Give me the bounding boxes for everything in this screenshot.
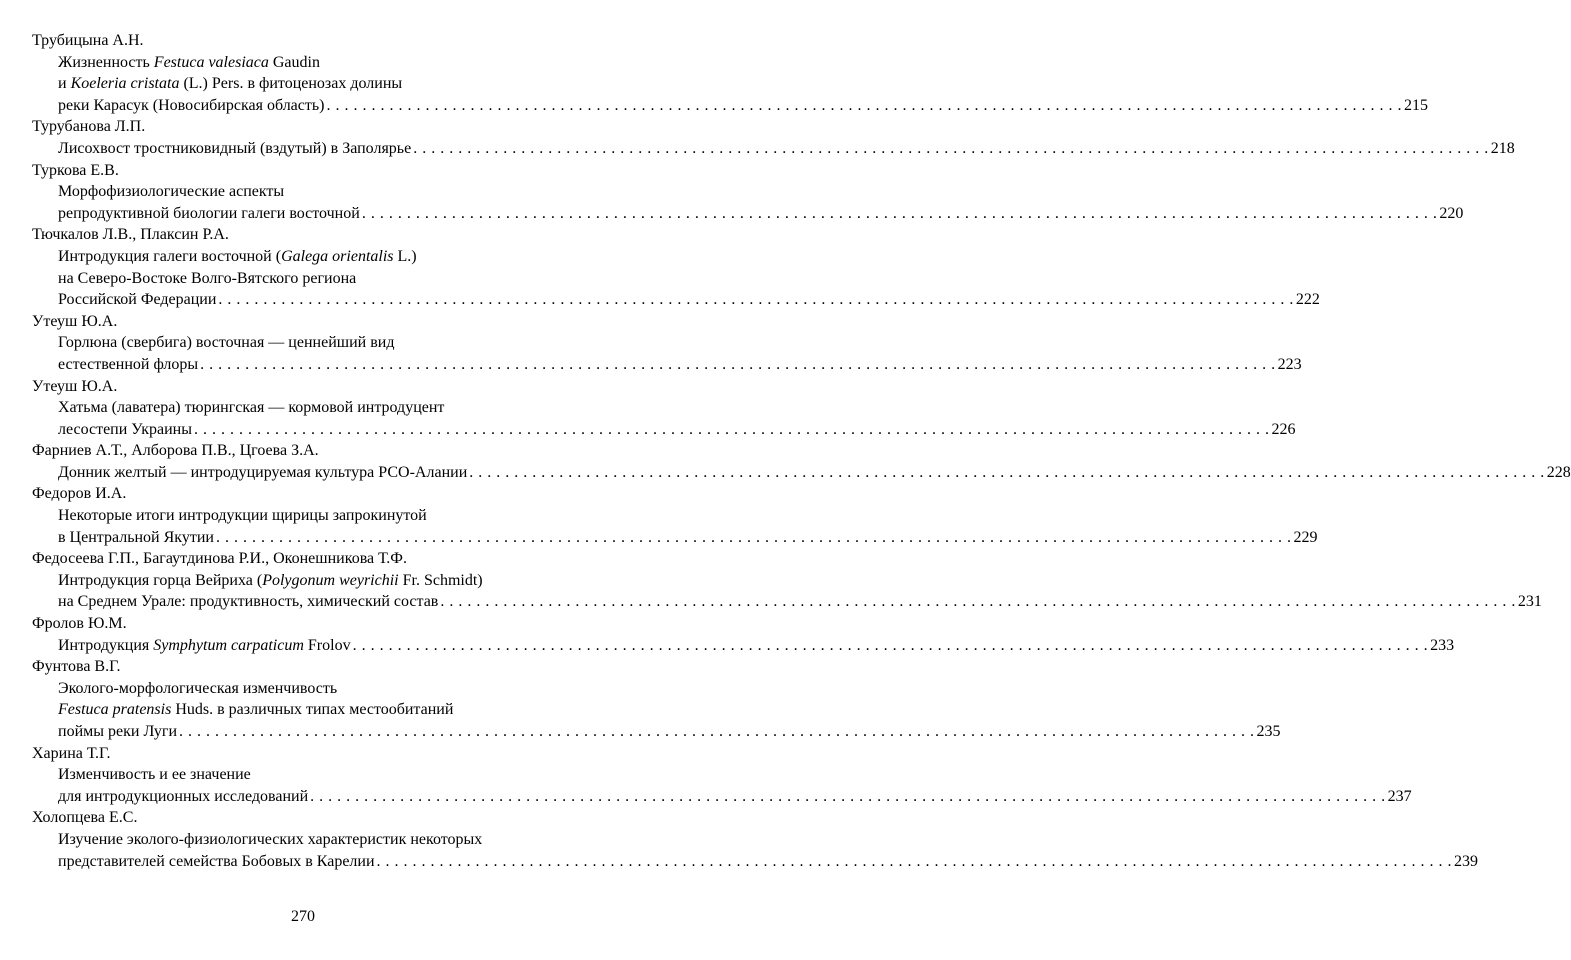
toc-title-line: Интродукция Symphytum carpaticum Frolov . . . . . . . . . . . . . . . . . . . . . . . . . . . . . . . . . . . . . . . . . . . . . . . . . . . . . . . . . . . . . . . . . . . . . . . . . . . . . . . . . . . . . . . . . . . . . . . . . . . . . . . . . . . . . . . . . . . . . . . . 233 (32, 635, 574, 657)
toc-entry (32, 311, 1302, 376)
toc-title-line: и Koeleria cristata (L.) Pers. в фитоценозах долины (58, 75, 403, 93)
toc-page-ref: 223 (1277, 355, 1302, 373)
toc-leader-dots: . . . . . . . . . . . . . . . . . . . . . . . . . . . . . . . . . . . . . . . . . . . . . . . . . . . . . . . . . . . . . . . . . . . . . . . . . . . . . . . . . . . . . . . . . . . . . . . . . . . . . . . . . . . . . . . . . . . . . . . . (200, 355, 1276, 373)
toc-leader-dots: . . . . . . . . . . . . . . . . . . . . . . . . . . . . . . . . . . . . . . . . . . . . . . . . . . . . . . . . . . . . . . . . . . . . . . . . . . . . . . . . . . . . . . . . . . . . . . . . . . . . . . . . . . . . . . . . . . . . . . . . (326, 96, 1402, 114)
toc-leader-dots: . . . . . . . . . . . . . . . . . . . . . . . . . . . . . . . . . . . . . . . . . . . . . . . . . . . . . . . . . . . . . . . . . . . . . . . . . . . . . . . . . . . . . . . . . . . . . . . . . . . . . . . . . . . . . . . . . . . . . . . . (413, 139, 1489, 157)
toc-title-line: представителей семейства Бобовых в Карелии . . . . . . . . . . . . . . . . . . . . . . . . . . . . . . . . . . . . . . . . . . . . . . . . . . . . . . . . . . . . . . . . . . . . . . . . . . . . . . . . . . . . . . . . . . . . . . . . . . . . . . . . . . . . . . . . . . . . . . . . 239 (32, 851, 574, 873)
toc-author: Федоров И.А. (32, 485, 127, 503)
toc-leader-dots: . . . . . . . . . . . . . . . . . . . . . . . . . . . . . . . . . . . . . . . . . . . . . . . . . . . . . . . . . . . . . . . . . . . . . . . . . . . . . . . . . . . . . . . . . . . . . . . . . . . . . . . . . . . . . . . . . . . . . . . . (352, 636, 1429, 654)
toc-author: Утеуш Ю.А. (32, 377, 118, 395)
toc-leader-dots: . . . . . . . . . . . . . . . . . . . . . . . . . . . . . . . . . . . . . . . . . . . . . . . . . . . . . . . . . . . . . . . . . . . . . . . . . . . . . . . . . . . . . . . . . . . . . . . . . . . . . . . . . . . . . . . . . . . . . . . . (215, 528, 1292, 546)
toc-page-ref: 233 (1430, 636, 1455, 654)
toc-author: Утеуш Ю.А. (32, 312, 118, 330)
toc-author: Фунтова В.Г. (32, 658, 121, 676)
toc-page-ref: 218 (1490, 139, 1515, 157)
toc-title-line: Жизненность Festuca valesiaca Gaudin (58, 53, 320, 71)
toc-title-line: реки Карасук (Новосибирская область) . . . . . . . . . . . . . . . . . . . . . . . . . . . . . . . . . . . . . . . . . . . . . . . . . . . . . . . . . . . . . . . . . . . . . . . . . . . . . . . . . . . . . . . . . . . . . . . . . . . . . . . . . . . . . . . . . . . . . . . . 215 (32, 95, 574, 117)
toc-leader-dots: . . . . . . . . . . . . . . . . . . . . . . . . . . . . . . . . . . . . . . . . . . . . . . . . . . . . . . . . . . . . . . . . . . . . . . . . . . . . . . . . . . . . . . . . . . . . . . . . . . . . . . . . . . . . . . . . . . . . . . . . (179, 723, 1255, 740)
toc-author: Туркова Е.В. (32, 161, 119, 179)
toc-entry (32, 548, 1542, 613)
toc-title-line: Изменчивость и ее значение (58, 766, 251, 784)
toc-leader-dots: . . . . . . . . . . . . . . . . . . . . . . . . . . . . . . . . . . . . . . . . . . . . . . . . . . . . . . . . . . . . . . . . . . . . . . . . . . . . . . . . . . . . . . . . . . . . . . . . . . . . . . . . . . . . . . . . . . . . . . . . (193, 420, 1270, 438)
table-of-contents (32, 30, 1571, 872)
toc-title-line: репродуктивной биологии галеги восточной . . . . . . . . . . . . . . . . . . . . . . . . . . . . . . . . . . . . . . . . . . . . . . . . . . . . . . . . . . . . . . . . . . . . . . . . . . . . . . . . . . . . . . . . . . . . . . . . . . . . . . . . . . . . . . . . . . . . . . . . 220 (32, 203, 574, 225)
toc-author: Турубанова Л.П. (32, 118, 146, 136)
toc-page-ref: 228 (1546, 463, 1571, 481)
toc-title-line: Российской Федерации . . . . . . . . . . . . . . . . . . . . . . . . . . . . . . . . . . . . . . . . . . . . . . . . . . . . . . . . . . . . . . . . . . . . . . . . . . . . . . . . . . . . . . . . . . . . . . . . . . . . . . . . . . . . . . . . . . . . . . . . 222 (32, 289, 574, 311)
toc-author: Тючкалов Л.В., Плаксин Р.А. (32, 226, 229, 244)
toc-title-line: поймы реки Луги . . . . . . . . . . . . . . . . . . . . . . . . . . . . . . . . . . . . . . . . . . . . . . . . . . . . . . . . . . . . . . . . . . . . . . . . . . . . . . . . . . . . . . . . . . . . . . . . . . . . . . . . . . . . . . . . . . . . . . . . 235 (32, 721, 574, 743)
toc-entry (32, 376, 1296, 441)
toc-page-ref: 231 (1517, 593, 1542, 611)
toc-author: Фарниев А.Т., Алборова П.В., Цгоева З.А. (32, 442, 319, 460)
toc-author: Харина Т.Г. (32, 744, 111, 762)
toc-title-line: Festuca pratensis Huds. в различных типах местообитаний (58, 701, 454, 719)
toc-title-line: Эколого-морфологическая изменчивость (58, 679, 338, 697)
toc-entry (32, 440, 1571, 483)
toc-title-line: Интродукция галеги восточной (Galega orientalis L.) (58, 247, 417, 265)
toc-leader-dots: . . . . . . . . . . . . . . . . . . . . . . . . . . . . . . . . . . . . . . . . . . . . . . . . . . . . . . . . . . . . . . . . . . . . . . . . . . . . . . . . . . . . . . . . . . . . . . . . . . . . . . . . . . . . . . . . . . . . . . . . (469, 463, 1545, 481)
toc-title-line: на Северо-Востоке Волго-Вятского региона (58, 269, 357, 287)
toc-title-line: Лисохвост тростниковидный (вздутый) в Заполярье . . . . . . . . . . . . . . . . . . . . . . . . . . . . . . . . . . . . . . . . . . . . . . . . . . . . . . . . . . . . . . . . . . . . . . . . . . . . . . . . . . . . . . . . . . . . . . . . . . . . . . . . . . . . . . . . . . . . . . . . 218 (32, 138, 574, 160)
toc-entry (32, 160, 1464, 225)
toc-title-line: Донник желтый — интродуцируемая культура РСО-Алании . . . . . . . . . . . . . . . . . . . . . . . . . . . . . . . . . . . . . . . . . . . . . . . . . . . . . . . . . . . . . . . . . . . . . . . . . . . . . . . . . . . . . . . . . . . . . . . . . . . . . . . . . . . . . . . . . . . . . . . . 228 (32, 462, 574, 484)
toc-page-ref: 215 (1404, 96, 1428, 114)
toc-entry (32, 613, 1455, 656)
toc-title-line: Морфофизиологические аспекты (58, 183, 285, 201)
toc-page-ref: 235 (1256, 723, 1281, 740)
toc-author: Федосеева Г.П., Багаутдинова Р.И., Оконешникова Т.Ф. (32, 550, 407, 568)
toc-title-line: лесостепи Украины . . . . . . . . . . . . . . . . . . . . . . . . . . . . . . . . . . . . . . . . . . . . . . . . . . . . . . . . . . . . . . . . . . . . . . . . . . . . . . . . . . . . . . . . . . . . . . . . . . . . . . . . . . . . . . . . . . . . . . . . 226 (32, 419, 574, 441)
toc-author: Фролов Ю.М. (32, 615, 127, 633)
toc-title-line: Хатьма (лаватера) тюрингская — кормовой интродуцент (58, 399, 445, 417)
toc-page-ref: 229 (1293, 528, 1318, 546)
toc-leader-dots: . . . . . . . . . . . . . . . . . . . . . . . . . . . . . . . . . . . . . . . . . . . . . . . . . . . . . . . . . . . . . . . . . . . . . . . . . . . . . . . . . . . . . . . . . . . . . . . . . . . . . . . . . . . . . . . . . . . . . . . . (440, 593, 1516, 611)
toc-entry (32, 656, 1281, 742)
toc-leader-dots: . . . . . . . . . . . . . . . . . . . . . . . . . . . . . . . . . . . . . . . . . . . . . . . . . . . . . . . . . . . . . . . . . . . . . . . . . . . . . . . . . . . . . . . . . . . . . . . . . . . . . . . . . . . . . . . . . . . . . . . . (218, 291, 1294, 309)
toc-entry (32, 224, 1320, 310)
toc-author: Холопцева Е.С. (32, 809, 138, 827)
toc-entry (32, 743, 1412, 808)
toc-entry (32, 116, 1515, 159)
toc-title-line: в Центральной Якутии . . . . . . . . . . . . . . . . . . . . . . . . . . . . . . . . . . . . . . . . . . . . . . . . . . . . . . . . . . . . . . . . . . . . . . . . . . . . . . . . . . . . . . . . . . . . . . . . . . . . . . . . . . . . . . . . . . . . . . . . 229 (32, 527, 574, 549)
toc-entry (32, 807, 1479, 872)
toc-leader-dots: . . . . . . . . . . . . . . . . . . . . . . . . . . . . . . . . . . . . . . . . . . . . . . . . . . . . . . . . . . . . . . . . . . . . . . . . . . . . . . . . . . . . . . . . . . . . . . . . . . . . . . . . . . . . . . . . . . . . . . . . (361, 204, 1438, 222)
toc-page-ref: 220 (1439, 204, 1464, 222)
toc-title-line: на Среднем Урале: продуктивность, химический состав . . . . . . . . . . . . . . . . . . . . . . . . . . . . . . . . . . . . . . . . . . . . . . . . . . . . . . . . . . . . . . . . . . . . . . . . . . . . . . . . . . . . . . . . . . . . . . . . . . . . . . . . . . . . . . . . . . . . . . . . 231 (32, 591, 574, 613)
toc-title-line: Изучение эколого-физиологических характеристик некоторых (58, 830, 483, 848)
toc-entry (32, 483, 1318, 548)
toc-page-ref: 222 (1295, 291, 1320, 309)
toc-entry (32, 30, 1428, 116)
toc-title-line: естественной флоры . . . . . . . . . . . . . . . . . . . . . . . . . . . . . . . . . . . . . . . . . . . . . . . . . . . . . . . . . . . . . . . . . . . . . . . . . . . . . . . . . . . . . . . . . . . . . . . . . . . . . . . . . . . . . . . . . . . . . . . . 223 (32, 354, 574, 376)
toc-author: Трубицына А.Н. (32, 32, 144, 49)
toc-page-ref: 226 (1271, 420, 1296, 438)
toc-title-line: Некоторые итоги интродукции щирицы запрокинутой (58, 507, 427, 525)
toc-title-line: для интродукционных исследований . . . . . . . . . . . . . . . . . . . . . . . . . . . . . . . . . . . . . . . . . . . . . . . . . . . . . . . . . . . . . . . . . . . . . . . . . . . . . . . . . . . . . . . . . . . . . . . . . . . . . . . . . . . . . . . . . . . . . . . . 237 (32, 786, 574, 808)
toc-leader-dots: . . . . . . . . . . . . . . . . . . . . . . . . . . . . . . . . . . . . . . . . . . . . . . . . . . . . . . . . . . . . . . . . . . . . . . . . . . . . . . . . . . . . . . . . . . . . . . . . . . . . . . . . . . . . . . . . . . . . . . . . (376, 852, 1453, 870)
toc-page-ref: 237 (1387, 787, 1412, 805)
toc-title-line: Горлюна (свербига) восточная — ценнейший вид (58, 334, 395, 352)
toc-leader-dots: . . . . . . . . . . . . . . . . . . . . . . . . . . . . . . . . . . . . . . . . . . . . . . . . . . . . . . . . . . . . . . . . . . . . . . . . . . . . . . . . . . . . . . . . . . . . . . . . . . . . . . . . . . . . . . . . . . . . . . . . (310, 787, 1386, 805)
page-number: 270 (291, 908, 315, 925)
toc-page-ref: 239 (1454, 852, 1479, 870)
toc-title-line: Интродукция горца Вейриха (Polygonum weyrichii Fr. Schmidt) (58, 571, 483, 589)
